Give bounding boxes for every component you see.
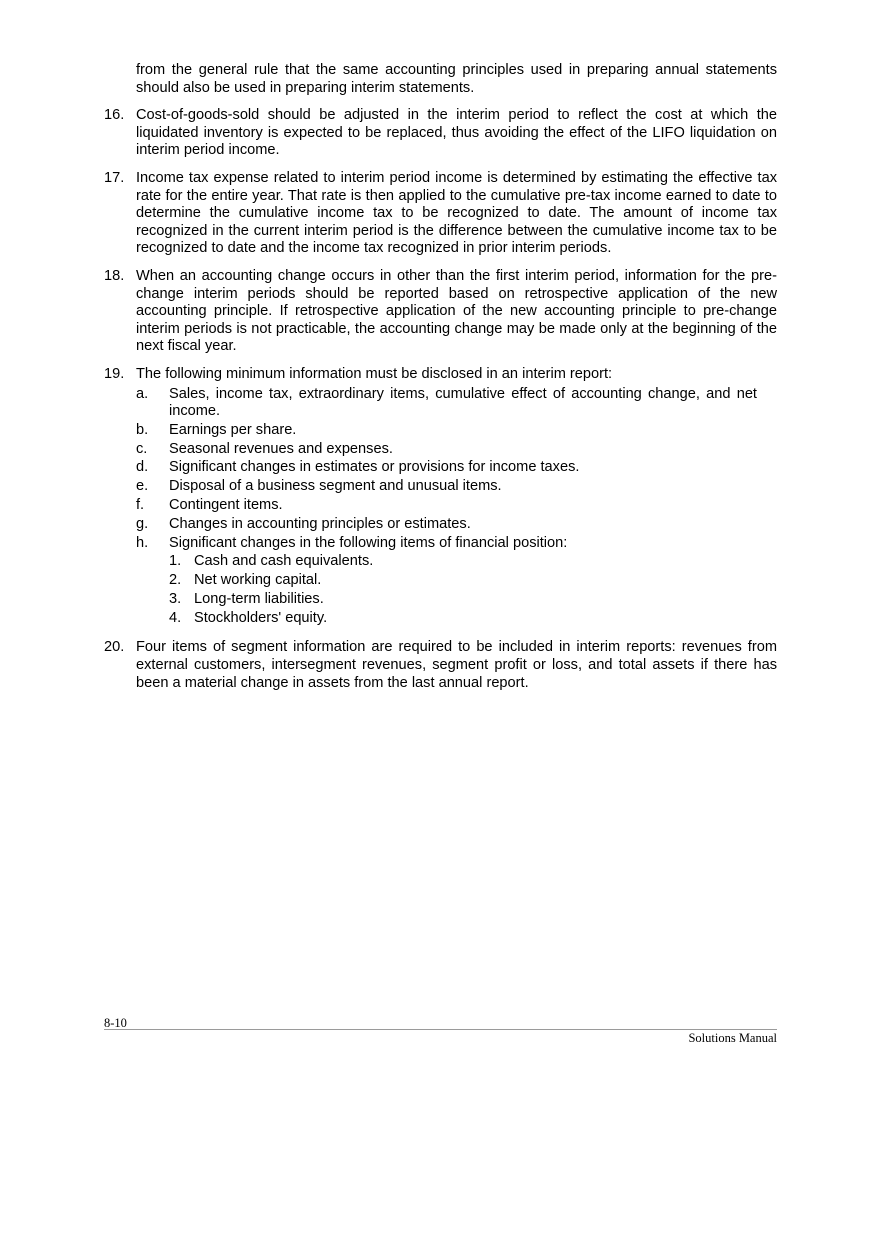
financial-position-list [169,553,757,627]
list-item-17 [104,170,777,258]
item-text: Income tax expense related to interim period income is determined by estimating the effective tax rate for the entire year. That rate is then applied to the cumulative pre-tax income earned to date to determine the cumulative income tax to be recognized to date. The amount of income tax recognized in the current interim period is the difference between the cumulative income tax to be recognized to date and the income tax recognized in prior interim periods. [136,169,777,257]
sub-item-letter: d. [136,459,149,476]
disclosure-list [136,386,777,629]
item-text: When an accounting change occurs in other than the first interim period, information for the pre-change interim periods should be reported based on retrospective application of the new accounting principle. If retrospective application of the new accounting principle to pre-change interim periods is not practicable, the accounting change may be made only at the beginning of the next fiscal year. [136,267,777,355]
continued-paragraph: from the general rule that the same accounting principles used in preparing annual statements should also be used in preparing interim statements. [136,62,777,96]
item-text: The following minimum information must be disclosed in an interim report: [136,365,613,382]
list-item-16 [104,107,777,160]
sub-item-letter: b. [136,421,149,438]
position-item-number: 3. [169,590,182,607]
item-number: 17. [104,169,125,186]
sub-item-text: Contingent items. [169,497,283,513]
list-item-20 [104,639,777,692]
page-number: 8-10 [104,1016,127,1030]
list-item-18 [104,268,777,356]
position-item-4 [169,610,757,628]
sub-item-c [136,441,777,459]
position-item-text: Long-term liabilities. [194,590,324,607]
item-text: Cost-of-goods-sold should be adjusted in the interim period to reflect the cost at which the liquidated inventory is expected to be replaced, thus avoiding the effect of the LIFO liquidation on interim period income. [136,107,777,159]
sub-item-a [136,386,777,421]
sub-item-text: Significant changes in the following items of financial position: [169,534,568,551]
position-item-number: 4. [169,609,182,626]
item-text: Four items of segment information are required to be included in interim reports: revenues from external customers, intersegment revenues, segment profit or loss, and total assets if there has been a material change in assets from the last annual report. [136,639,777,691]
position-item-number: 2. [169,571,182,588]
position-item-2 [169,572,757,590]
sub-item-letter: f. [136,497,145,513]
sub-item-g [136,516,777,534]
sub-item-text: Seasonal revenues and expenses. [169,440,393,457]
item-number: 19. [104,365,125,382]
sub-item-h [136,535,777,629]
sub-item-text: Changes in accounting principles or estimates. [169,515,471,532]
sub-item-text: Earnings per share. [169,421,297,438]
sub-item-b [136,422,777,440]
sub-item-text: Disposal of a business segment and unusual items. [169,478,502,495]
item-content [136,366,777,630]
sub-item-letter: e. [136,478,149,495]
sub-item-letter: a. [136,385,149,402]
sub-item-e [136,478,777,496]
sub-item-f [136,497,777,515]
document-body [104,62,777,702]
sub-item-content [169,535,777,629]
sub-item-letter: g. [136,515,149,532]
item-number: 16. [104,107,125,124]
position-item-3 [169,591,757,609]
position-item-text: Net working capital. [194,571,322,588]
position-item-text: Cash and cash equivalents. [194,553,374,570]
sub-item-text: Significant changes in estimates or provisions for income taxes. [169,459,580,476]
position-item-1 [169,553,757,571]
sub-item-text: Sales, income tax, extraordinary items, cumulative effect of accounting change, and net income. [169,385,757,420]
item-number: 20. [104,639,125,656]
footer-title: Solutions Manual [688,1031,777,1045]
sub-item-letter: c. [136,440,148,457]
position-item-number: 1. [169,553,182,570]
item-number: 18. [104,267,125,284]
sub-item-d [136,459,777,477]
list-item-19 [104,366,777,630]
position-item-text: Stockholders' equity. [194,609,328,626]
sub-item-letter: h. [136,534,149,551]
footer-divider [104,1029,777,1030]
